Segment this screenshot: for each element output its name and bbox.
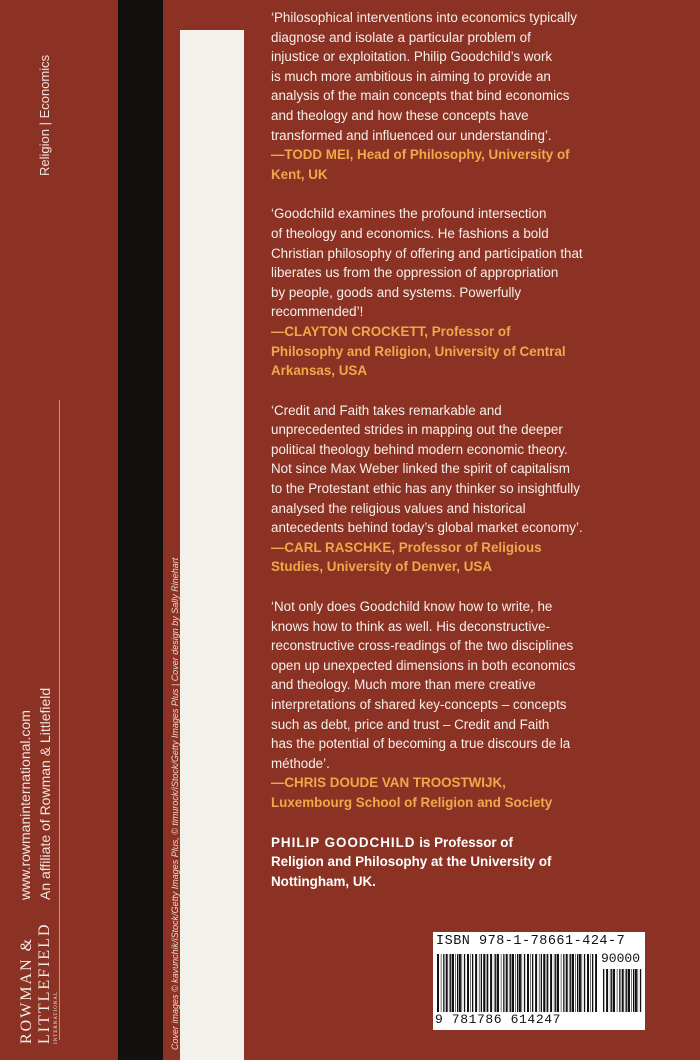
- blurb-2: [271, 204, 691, 380]
- blurb-3: [271, 401, 691, 577]
- blurb-author: —CARL RASCHKE, Professor of Religious: [271, 539, 542, 555]
- blurb-4: [271, 597, 691, 813]
- blurb-author: —TODD MEI, Head of Philosophy, University of: [271, 147, 570, 163]
- publisher-affiliate: An affiliate of Rowman & Littlefield: [37, 687, 53, 900]
- white-spine-stripe: [180, 30, 244, 1060]
- endorsements: [271, 8, 691, 891]
- isbn-label: ISBN 978-1-78661-424-7: [436, 934, 626, 949]
- bio-text: is Professor of: [415, 834, 513, 850]
- blurb-line: liberates us from the oppression of appropriation: [271, 265, 559, 281]
- blurb-author: —CLAYTON CROCKETT, Professor of: [271, 323, 511, 339]
- blurb-line: knows how to think as well. His deconstructive-: [271, 618, 551, 634]
- blurb-line: recommended’!: [271, 304, 364, 320]
- blurb-line: interpretations of shared key-concepts – concepts: [271, 697, 567, 712]
- blurb-line: injustice or exploitation. Philip Goodchild’s work: [271, 49, 553, 65]
- price-addon: 90000: [601, 951, 641, 966]
- blurb-line: by people, goods and systems. Powerfully: [271, 284, 522, 300]
- blurb-line: Christian philosophy of offering and participation that: [271, 245, 583, 261]
- blurb-line: Not since Max Weber linked the spirit of capitalism: [271, 461, 570, 477]
- barcode-graphic: [437, 954, 597, 1012]
- logo-line-2: LITTLEFIELD: [36, 922, 53, 1044]
- cover-credits: Cover images © kavunchik/iStock/Getty Images Plus, © timurock/iStock/Getty Images Plus | Cover design by Sally Rinehart: [170, 557, 180, 1050]
- barcode-panel: [433, 932, 645, 1030]
- blurb-line: reconstructive cross-readings of the two disciplines: [271, 638, 574, 654]
- addon-barcode-graphic: [603, 969, 643, 1012]
- author-bio: [271, 833, 691, 892]
- blurb-line: political theology behind modern economic theory.: [271, 441, 568, 457]
- black-spine-stripe: [118, 0, 163, 1060]
- publisher-website: www.rowmaninternational.com: [17, 710, 33, 900]
- blurb-line: analysis of the main concepts that bind economics: [271, 88, 570, 104]
- bio-line-2: Religion and Philosophy at the University of: [271, 854, 552, 870]
- blurb-author: Studies, University of Denver, USA: [271, 559, 493, 575]
- blurb-line: ‘Not only does Goodchild know how to write, he: [271, 599, 553, 615]
- blurb-line: diagnose and isolate a particular problem of: [271, 29, 531, 45]
- blurb-author: Luxembourg School of Religion and Society: [271, 794, 553, 810]
- blurb-line: open up unexpected dimensions in both economics: [271, 657, 576, 673]
- blurb-line: transformed and influenced our understanding’.: [271, 127, 552, 143]
- blurb-line: such as debt, price and trust – Credit and Faith: [271, 716, 550, 732]
- blurb-line: has the potential of becoming a true discours de la: [271, 736, 571, 752]
- blurb-line: analysed the religious values and historical: [271, 500, 526, 516]
- blurb-author: Arkansas, USA: [271, 363, 368, 379]
- blurb-author: —CHRIS DOUDE VAN TROOSTWIJK,: [271, 775, 506, 791]
- blurb-line: to the Protestant ethic has any thinker so insightfully: [271, 481, 580, 497]
- blurb-line: ‘Credit and Faith takes remarkable and: [271, 402, 502, 418]
- blurb-line: méthode’.: [271, 755, 330, 771]
- logo-subline: INTERNATIONAL: [54, 991, 59, 1044]
- category-label: Religion | Economics: [37, 54, 52, 176]
- blurb-line: and theology and how these concepts have: [271, 107, 529, 123]
- vertical-divider: [59, 400, 60, 1040]
- logo-line-1: ROWMAN &: [18, 936, 35, 1044]
- publisher-logo: [18, 922, 59, 1044]
- blurb-author: Philosophy and Religion, University of Central: [271, 343, 566, 359]
- blurb-1: [271, 8, 691, 184]
- blurb-line: antecedents behind today’s global market economy’.: [271, 520, 583, 536]
- blurb-line: ‘Philosophical interventions into economics typically: [271, 10, 577, 25]
- blurb-line: ‘Goodchild examines the profound intersection: [271, 206, 547, 222]
- bio-line-1: [271, 833, 691, 853]
- bio-author-name: PHILIP GOODCHILD: [271, 834, 416, 850]
- blurb-author: Kent, UK: [271, 166, 328, 182]
- blurb-line: of theology and economics. He fashions a bold: [271, 225, 549, 241]
- blurb-line: and theology. Much more than mere creative: [271, 677, 536, 693]
- ean-number: 9 781786 614247: [435, 1012, 562, 1027]
- bio-line-3: Nottingham, UK.: [271, 873, 376, 889]
- blurb-line: is much more ambitious in aiming to provide an: [271, 68, 551, 84]
- blurb-line: unprecedented strides in mapping out the deeper: [271, 422, 563, 438]
